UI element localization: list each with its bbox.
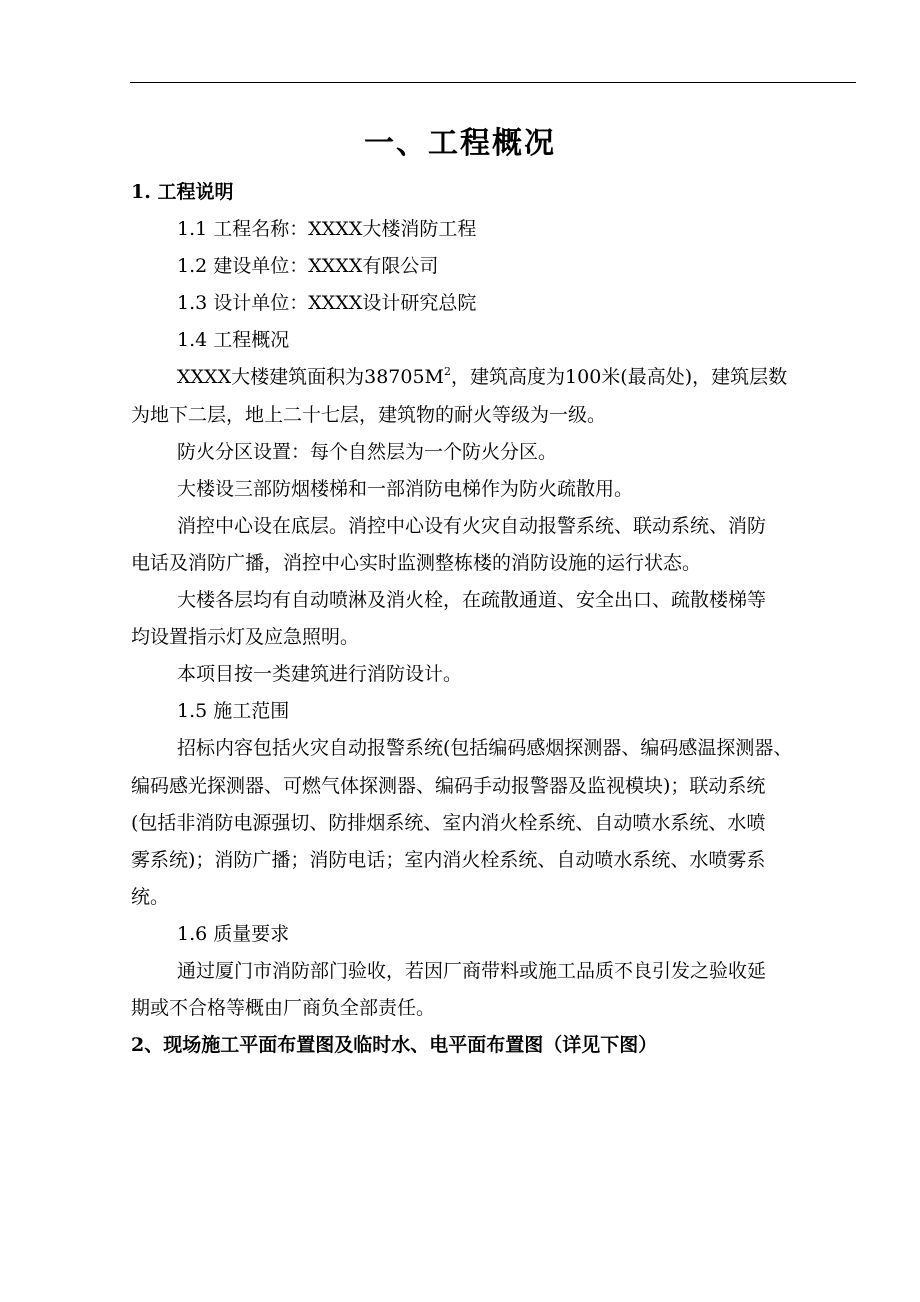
scope-line-2: 编码感光探测器、可燃气体探测器、编码手动报警器及监视模块)；联动系统 xyxy=(131,774,766,797)
scope-subheading: 1.5 施工范围 xyxy=(177,700,290,723)
area-unit-superscript: 2 xyxy=(444,365,452,379)
overview-paragraph-3: 大楼设三部防烟楼梯和一部消防电梯作为防火疏散用。 xyxy=(177,477,634,500)
overview-subheading: 1.4 工程概况 xyxy=(177,329,290,352)
height-text: ，建筑高度为100米(最高处)，建筑层数 xyxy=(451,366,788,389)
section-2-heading: 2、现场施工平面布置图及临时水、电平面布置图（详见下图） xyxy=(131,1034,658,1057)
area-text: XXXX大楼建筑面积为38705M xyxy=(177,366,445,389)
overview-paragraph-6: 本项目按一类建筑进行消防设计。 xyxy=(177,663,463,686)
scope-line-5: 统。 xyxy=(131,885,170,908)
overview-paragraph-1-line-2: 为地下二层，地上二十七层，建筑物的耐火等级为一级。 xyxy=(131,403,607,426)
overview-paragraph-5-line-1: 大楼各层均有自动喷淋及消火栓，在疏散通道、安全出口、疏散楼梯等 xyxy=(177,589,767,612)
project-name: 1.1 工程名称：XXXX大楼消防工程 xyxy=(177,218,477,241)
document-body xyxy=(131,174,857,1064)
header-rule xyxy=(130,82,856,83)
construction-unit: 1.2 建设单位：XXXX有限公司 xyxy=(177,255,439,278)
design-unit: 1.3 设计单位：XXXX设计研究总院 xyxy=(177,292,477,315)
quality-subheading: 1.6 质量要求 xyxy=(177,922,290,945)
page-title: 一、工程概况 xyxy=(364,126,556,161)
scope-line-4: 雾系统)；消防广播；消防电话；室内消火栓系统、自动喷水系统、水喷雾系 xyxy=(131,848,766,871)
overview-paragraph-4-line-1: 消控中心设在底层。消控中心设有火灾自动报警系统、联动系统、消防 xyxy=(177,514,767,537)
quality-line-2: 期或不合格等概由厂商负全部责任。 xyxy=(131,997,436,1020)
overview-paragraph-2: 防火分区设置：每个自然层为一个防火分区。 xyxy=(177,440,558,463)
section-1-heading: 1. 工程说明 xyxy=(131,181,234,203)
overview-paragraph-4-line-2: 电话及消防广播，消控中心实时监测整栋楼的消防设施的运行状态。 xyxy=(131,551,702,574)
overview-paragraph-5-line-2: 均设置指示灯及应急照明。 xyxy=(131,626,360,649)
overview-paragraph-1-line-1 xyxy=(131,359,857,396)
scope-line-3: (包括非消防电源强切、防排烟系统、室内消火栓系统、自动喷水系统、水喷 xyxy=(131,811,766,834)
scope-line-1: 招标内容包括火灾自动报警系统(包括编码感烟探测器、编码感温探测器、 xyxy=(177,737,793,760)
quality-line-1: 通过厦门市消防部门验收，若因厂商带料或施工品质不良引发之验收延 xyxy=(177,959,767,982)
